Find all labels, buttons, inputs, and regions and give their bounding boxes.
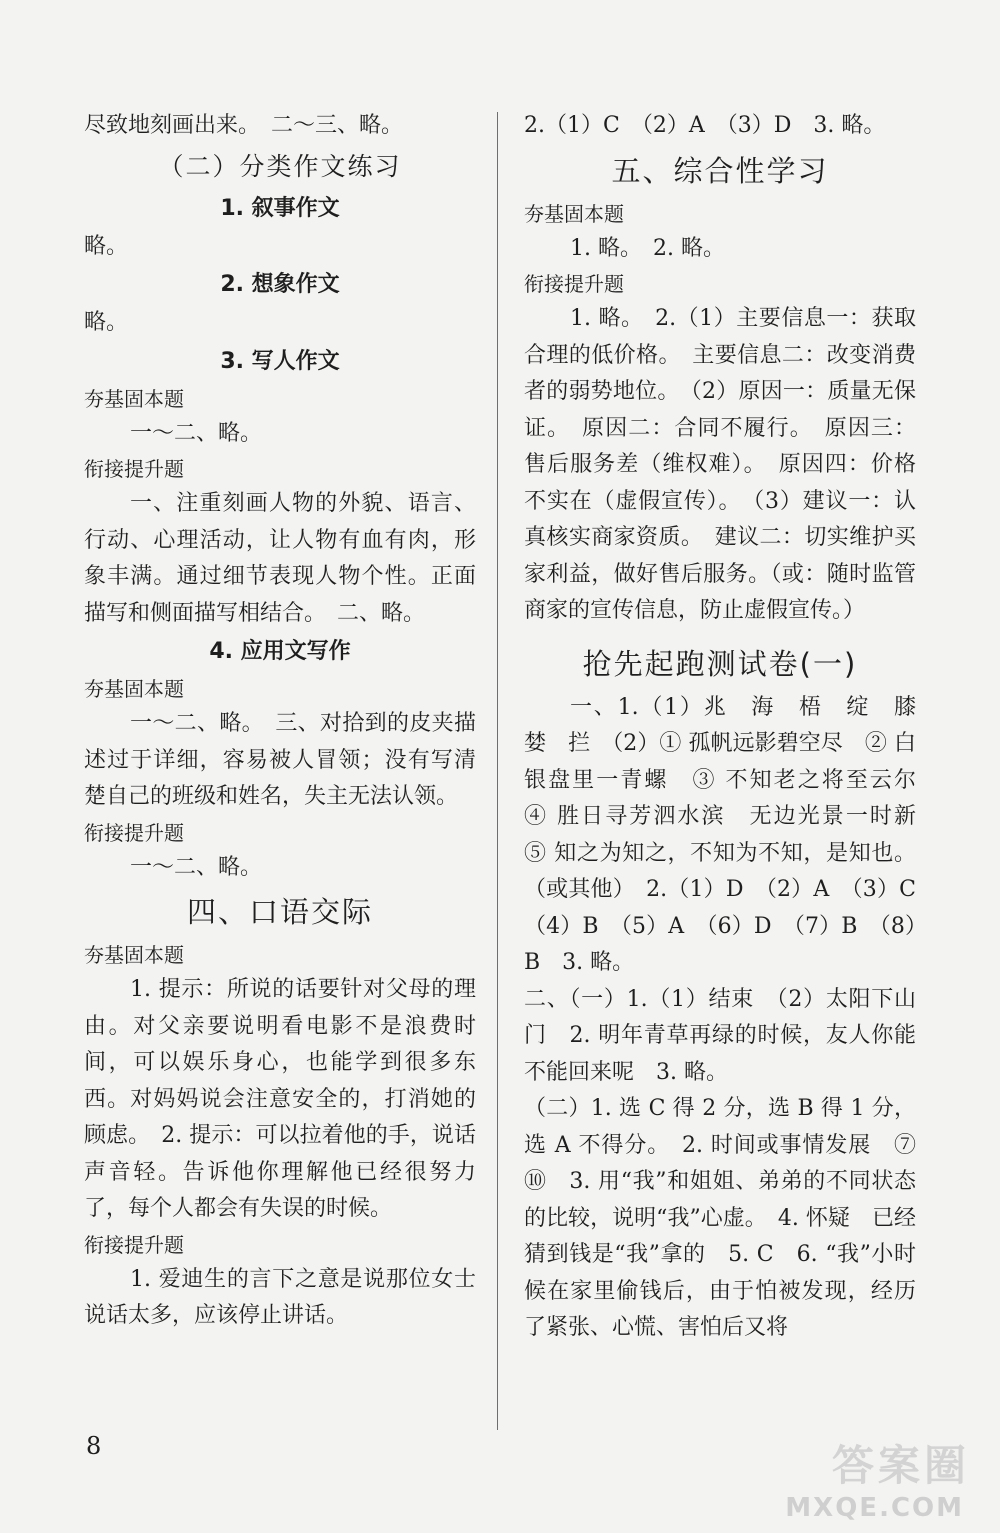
label-base: 夯基固本题: [84, 943, 184, 967]
subsection-heading: 2. 想象作文: [220, 272, 340, 297]
paragraph: 略。: [84, 233, 129, 259]
page-number: 8: [86, 1432, 102, 1460]
paragraph: 2.（1）C （2）A （3）D 3. 略。: [524, 113, 886, 138]
left-column: [84, 108, 476, 1335]
paragraph: 尽致地刻画出来。 二～三、略。: [84, 113, 404, 138]
paragraph: 一～二、略。: [130, 420, 263, 446]
paragraph: 二、（一）1.（1）结束 （2）太阳下山门 2. 明年青草再绿的时候，友人你能不能回来呢 3. 略。: [524, 986, 916, 1085]
label-advanced: 衔接提升题: [84, 820, 184, 845]
label-base: 夯基固本题: [84, 677, 184, 701]
paragraph: 1. 略。 2.（1）主要信息一：获取合理的低价格。 主要信息二：改变消费者的弱势地位。 （2）原因一：质量无保证。 原因二：合同不履行。 原因三：售后服务差（维权难）。 原因四：价格不实在（虚假宣传）。 （3）建议一：认真核实商家资质。 建议二：切实维护买家利益，做好售后服务。（或：随时监管商家的宣传信息，防止虚假宣传。）: [524, 306, 916, 623]
paragraph: 一、1.（1）兆 海 梧 绽 膝 婪 拦 （2）① 孤帆远影碧空尽 ② 白银盘里一青螺 ③ 不知老之将至云尔 ④ 胜日寻芳泗水滨 无边光景一时新 ⑤ 知之为知之，不知为不知，是知也。（或其他） 2.（1）D （2）A （3）C （4）B （5）A （6）D （7）B （8）B 3. 略。: [524, 694, 939, 975]
label-advanced: 衔接提升题: [524, 272, 624, 296]
paragraph: 1. 略。 2. 略。: [570, 235, 725, 261]
subsection-heading: 3. 写人作文: [220, 348, 340, 374]
subsection-heading: 1. 叙事作文: [220, 195, 340, 221]
paragraph: 一～二、略。: [130, 854, 263, 880]
section-heading: 抢先起跑测试卷(一): [582, 646, 858, 681]
paragraph: 一～二、略。 三、对拾到的皮夹描述过于详细，容易被人冒领；没有写清楚自己的班级和姓名，失主无法认领。: [84, 711, 476, 809]
watermark-url: MXQE.COM: [785, 1493, 964, 1523]
section-heading: 五、综合性学习: [611, 153, 829, 188]
paragraph: 一、注重刻画人物的外貌、语言、行动、心理活动，让人物有血有肉，形象丰满。通过细节表现人物个性。正面描写和侧面描写相结合。 二、略。: [84, 491, 476, 626]
section-heading: （二）分类作文练习: [158, 151, 402, 181]
column-divider: [497, 112, 498, 1430]
label-base: 夯基固本题: [84, 386, 184, 411]
label-base: 夯基固本题: [524, 201, 624, 226]
right-column: [524, 108, 939, 1347]
paragraph: 1. 爱迪生的言下之意是说那位女士说话太多，应该停止讲话。: [84, 1266, 476, 1328]
label-advanced: 衔接提升题: [84, 1232, 184, 1257]
paragraph: 1. 提示：所说的话要针对父母的理由。对父亲要说明看电影不是浪费时间，可以娱乐身心，也能学到很多东西。对妈妈说会注意安全的，打消她的顾虑。 2. 提示：可以拉着他的手，说话声音轻。告诉他你理解他已经很努力了，每个人都会有失误的时候。: [84, 977, 476, 1221]
section-heading: 四、口语交际: [186, 895, 373, 929]
paragraph: （二）1. 选 C 得 2 分，选 B 得 1 分，选 A 不得分。 2. 时间或事情发展 ⑦ ⑩ 3. 用“我”和姐姐、弟弟的不同状态的比较，说明“我”心虚。 4. 怀疑 已经猜到钱是“我”拿的 5. C 6. “我”小时候在家里偷钱后，由于怕被发现，经历了紧张、心慌、害怕后又将: [524, 1096, 939, 1340]
label-advanced: 衔接提升题: [84, 457, 184, 481]
subsection-heading: 4. 应用文写作: [209, 639, 351, 664]
watermark-logo: 答案圈: [831, 1441, 970, 1490]
paragraph: 略。: [84, 310, 129, 335]
